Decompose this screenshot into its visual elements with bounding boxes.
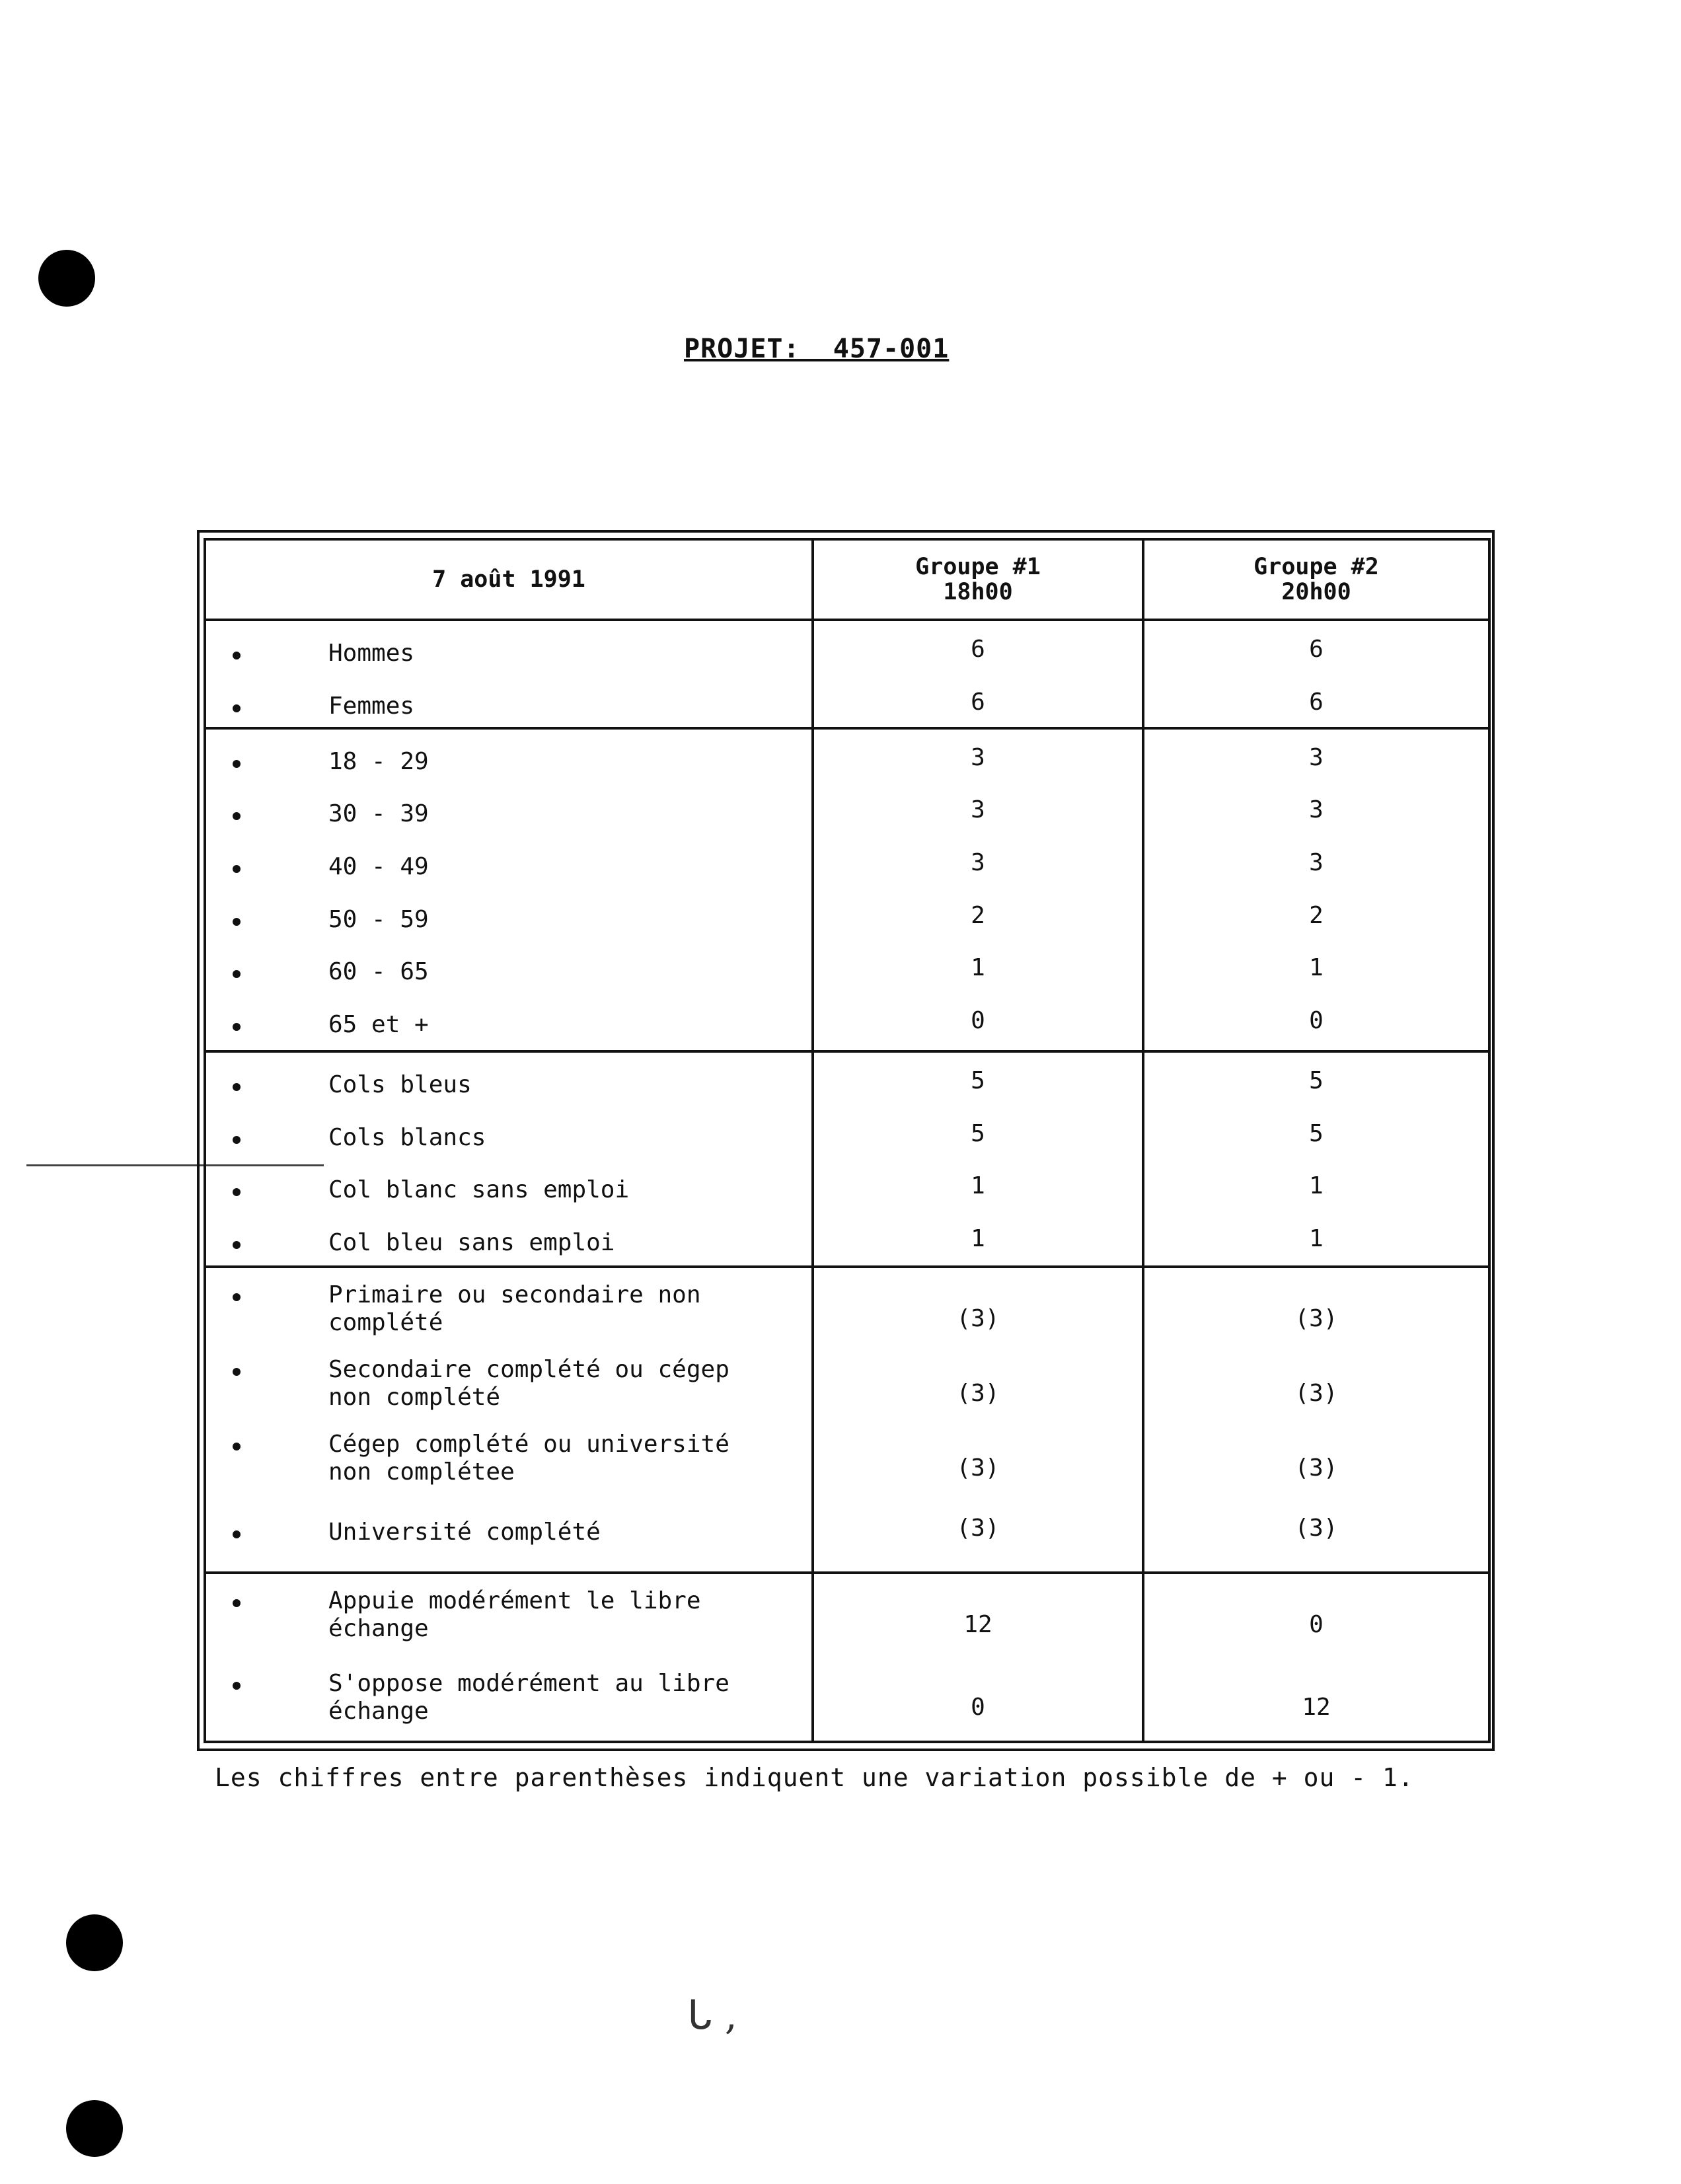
row-label: Université complété	[328, 1518, 601, 1546]
table-section	[205, 620, 1489, 728]
section-group2-values	[1143, 620, 1489, 728]
punch-hole-top	[38, 250, 95, 307]
group1-value: 2	[971, 901, 985, 929]
group1-value: 3	[971, 849, 985, 877]
group2-value: 1	[1309, 1172, 1324, 1200]
group2-value: 3	[1309, 796, 1324, 824]
section-group2-values	[1143, 728, 1489, 1052]
bullet-icon	[233, 1682, 241, 1690]
group2-value: (3)	[1294, 1380, 1338, 1408]
group2-value: 1	[1309, 954, 1324, 982]
bullet-icon	[233, 652, 241, 659]
bullet-icon	[233, 1599, 241, 1607]
bullet-icon	[233, 918, 241, 926]
row-label: Secondaire complété ou cégep non complété	[328, 1356, 729, 1412]
group2-value: 6	[1309, 636, 1324, 663]
table-section	[205, 728, 1489, 1052]
row-label: 65 et +	[328, 1011, 429, 1039]
row-label: 18 - 29	[328, 747, 429, 775]
section-labels	[205, 620, 813, 728]
row-label: Hommes	[328, 640, 415, 667]
group2-value: 0	[1309, 1007, 1324, 1035]
bullet-icon	[233, 1443, 241, 1450]
date-header-text: 7 août 1991	[432, 566, 585, 593]
group2-value: 3	[1309, 849, 1324, 877]
group1-value: 6	[971, 636, 985, 663]
group1-time: 18h00	[943, 579, 1013, 605]
section-group2-values	[1143, 1267, 1489, 1573]
bullet-icon	[233, 1530, 241, 1538]
section-group1-values	[813, 1573, 1143, 1742]
table-section	[205, 1051, 1489, 1267]
row-label: Femmes	[328, 693, 415, 720]
group2-value: 0	[1309, 1610, 1324, 1638]
row-label: 40 - 49	[328, 853, 429, 881]
punch-hole-bottom	[66, 2100, 123, 2157]
table-header-row	[205, 539, 1489, 620]
punch-hole-middle	[66, 1914, 123, 1971]
section-labels	[205, 728, 813, 1052]
section-group2-values	[1143, 1573, 1489, 1742]
group2-value: 12	[1302, 1693, 1331, 1721]
section-labels	[205, 1573, 813, 1742]
group2-value: 6	[1309, 689, 1324, 716]
bullet-icon	[233, 1293, 241, 1301]
bullet-icon	[233, 812, 241, 820]
section-group1-values	[813, 1267, 1143, 1573]
group2-value: 5	[1309, 1067, 1324, 1095]
bullet-icon	[233, 970, 241, 978]
group1-value: 0	[971, 1693, 985, 1721]
group2-header	[1143, 539, 1489, 620]
group1-value: 0	[971, 1007, 985, 1035]
section-group1-values	[813, 620, 1143, 728]
group1-label: Groupe #1	[915, 554, 1041, 580]
group1-value: 6	[971, 689, 985, 716]
row-label: Cégep complété ou université non complétee	[328, 1431, 729, 1486]
group2-value: (3)	[1294, 1305, 1338, 1333]
group1-value: 5	[971, 1067, 985, 1095]
group2-value: 5	[1309, 1119, 1324, 1147]
group1-value: 1	[971, 1172, 985, 1200]
section-group1-values	[813, 728, 1143, 1052]
table-section	[205, 1573, 1489, 1742]
section-labels	[205, 1267, 813, 1573]
group1-value: (3)	[956, 1514, 1000, 1542]
row-label: Col bleu sans emploi	[328, 1228, 615, 1256]
row-label: Primaire ou secondaire non complété	[328, 1281, 701, 1337]
row-label: 60 - 65	[328, 958, 429, 986]
group1-header	[813, 539, 1143, 620]
group2-value: 3	[1309, 743, 1324, 771]
section-group1-values	[813, 1051, 1143, 1267]
bullet-icon	[233, 865, 241, 873]
row-label: Col blanc sans emploi	[328, 1176, 630, 1204]
bullet-icon	[233, 1368, 241, 1376]
group1-value: 1	[971, 954, 985, 982]
group1-value: 1	[971, 1224, 985, 1252]
date-header	[205, 539, 813, 620]
bullet-icon	[233, 704, 241, 712]
section-labels	[205, 1051, 813, 1267]
group1-value: 3	[971, 796, 985, 824]
bullet-icon	[233, 1241, 241, 1249]
row-label: Appuie modérément le libre échange	[328, 1587, 701, 1642]
group1-value: (3)	[956, 1454, 1000, 1482]
group1-value: (3)	[956, 1380, 1000, 1408]
group2-value: (3)	[1294, 1514, 1338, 1542]
group2-value: (3)	[1294, 1454, 1338, 1482]
bullet-icon	[233, 1188, 241, 1196]
handwritten-mark: ᒐ ,	[687, 1992, 737, 2039]
row-label: S'oppose modérément au libre échange	[328, 1669, 729, 1725]
bullet-icon	[233, 760, 241, 768]
table-section	[205, 1267, 1489, 1573]
section-group2-values	[1143, 1051, 1489, 1267]
group2-time: 20h00	[1281, 579, 1351, 605]
group1-value: 12	[963, 1610, 992, 1638]
footnote: Les chiffres entre parenthèses indiquent une variation possible de + ou - 1.	[215, 1763, 1414, 1792]
group1-value: 3	[971, 743, 985, 771]
row-label: Cols bleus	[328, 1071, 472, 1099]
bullet-icon	[233, 1083, 241, 1091]
row-label: 30 - 39	[328, 800, 429, 828]
group1-value: (3)	[956, 1305, 1000, 1333]
demographics-table	[204, 538, 1491, 1743]
page-title: PROJET: 457-001	[684, 334, 950, 364]
group2-label: Groupe #2	[1253, 554, 1379, 580]
row-label: Cols blancs	[328, 1123, 486, 1151]
bullet-icon	[233, 1136, 241, 1144]
row-label: 50 - 59	[328, 905, 429, 933]
group2-value: 1	[1309, 1224, 1324, 1252]
group2-value: 2	[1309, 901, 1324, 929]
bullet-icon	[233, 1023, 241, 1031]
group1-value: 5	[971, 1119, 985, 1147]
